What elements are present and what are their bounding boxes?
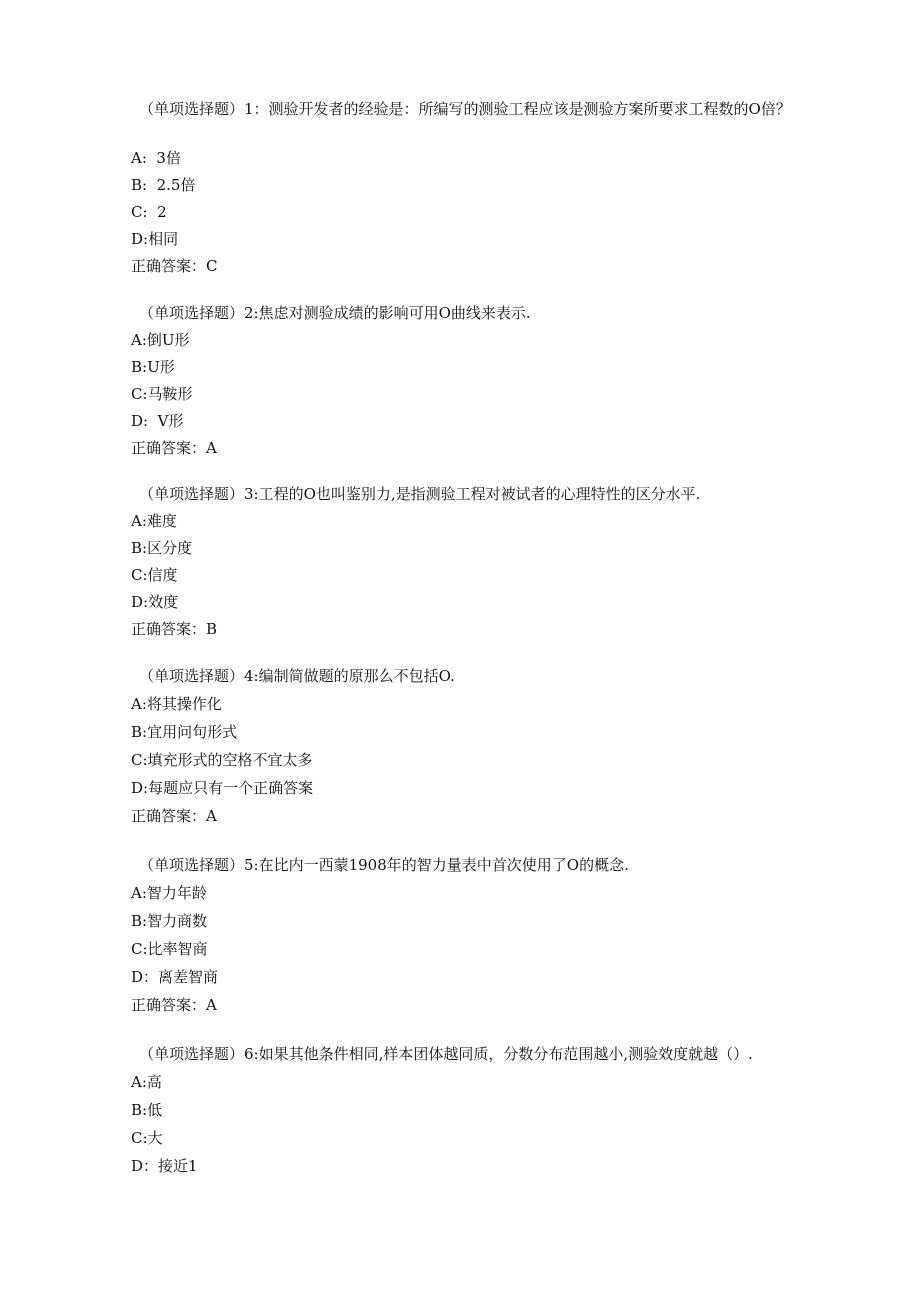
answer-line: 正确答案：A bbox=[131, 996, 217, 1014]
question-4 bbox=[131, 663, 801, 830]
option-a: A:高 bbox=[131, 1073, 162, 1091]
question-stem: （单项选择题）2:焦虑对测验成绩的影响可用O曲线来表示. bbox=[139, 304, 531, 322]
question-1-options bbox=[131, 145, 217, 280]
question-3 bbox=[131, 481, 801, 643]
question-stem: （单项选择题）3:工程的O也叫鉴别力,是指测验工程对被试者的心理特性的区分水平. bbox=[139, 485, 701, 503]
option-a: A:将其操作化 bbox=[131, 695, 222, 713]
option-b: B:U形 bbox=[131, 358, 175, 376]
answer-line: 正确答案：B bbox=[131, 620, 218, 638]
question-1 bbox=[131, 96, 801, 126]
question-stem: （单项选择题）1：测验开发者的经验是：所编写的测验工程应该是测验方案所要求工程数的O倍？ bbox=[139, 100, 791, 118]
option-c: C:马鞍形 bbox=[131, 385, 193, 403]
option-b: B: 2.5倍 bbox=[131, 176, 196, 194]
option-d: D: V形 bbox=[131, 412, 184, 430]
option-c: C:信度 bbox=[131, 566, 178, 584]
question-stem: （单项选择题）6:如果其他条件相同,样本团体越同质，分数分布范围越小,测验效度就越（）. bbox=[139, 1045, 753, 1063]
option-d: D:相同 bbox=[131, 230, 179, 248]
question-stem: （单项选择题）4:编制简做题的原那么不包括O. bbox=[139, 667, 455, 685]
option-b: B:区分度 bbox=[131, 539, 193, 557]
answer-line: 正确答案：C bbox=[131, 257, 218, 275]
option-c: C:比率智商 bbox=[131, 940, 208, 958]
option-d: D:每题应只有一个正确答案 bbox=[131, 779, 314, 797]
option-b: B:低 bbox=[131, 1101, 163, 1119]
option-b: B:智力商数 bbox=[131, 912, 208, 930]
option-a: A:智力年龄 bbox=[131, 884, 207, 902]
option-d: D:效度 bbox=[131, 593, 179, 611]
option-a: A:难度 bbox=[131, 512, 177, 530]
option-a: A:倒U形 bbox=[131, 331, 190, 349]
option-d: D：接近1 bbox=[131, 1157, 198, 1175]
option-b: B:宜用问句形式 bbox=[131, 723, 238, 741]
answer-line: 正确答案：A bbox=[131, 439, 217, 457]
question-2 bbox=[131, 300, 801, 462]
answer-line: 正确答案：A bbox=[131, 807, 217, 825]
question-stem: （单项选择题）5:在比内一西蒙1908年的智力量表中首次使用了O的概念. bbox=[139, 856, 629, 874]
option-d: D：离差智商 bbox=[131, 968, 219, 986]
option-c: C: 2 bbox=[131, 203, 167, 221]
question-5 bbox=[131, 852, 801, 1019]
option-a: A: 3倍 bbox=[131, 149, 181, 167]
option-c: C:填充形式的空格不宜太多 bbox=[131, 751, 313, 769]
option-c: C:大 bbox=[131, 1129, 163, 1147]
question-6 bbox=[131, 1041, 801, 1180]
